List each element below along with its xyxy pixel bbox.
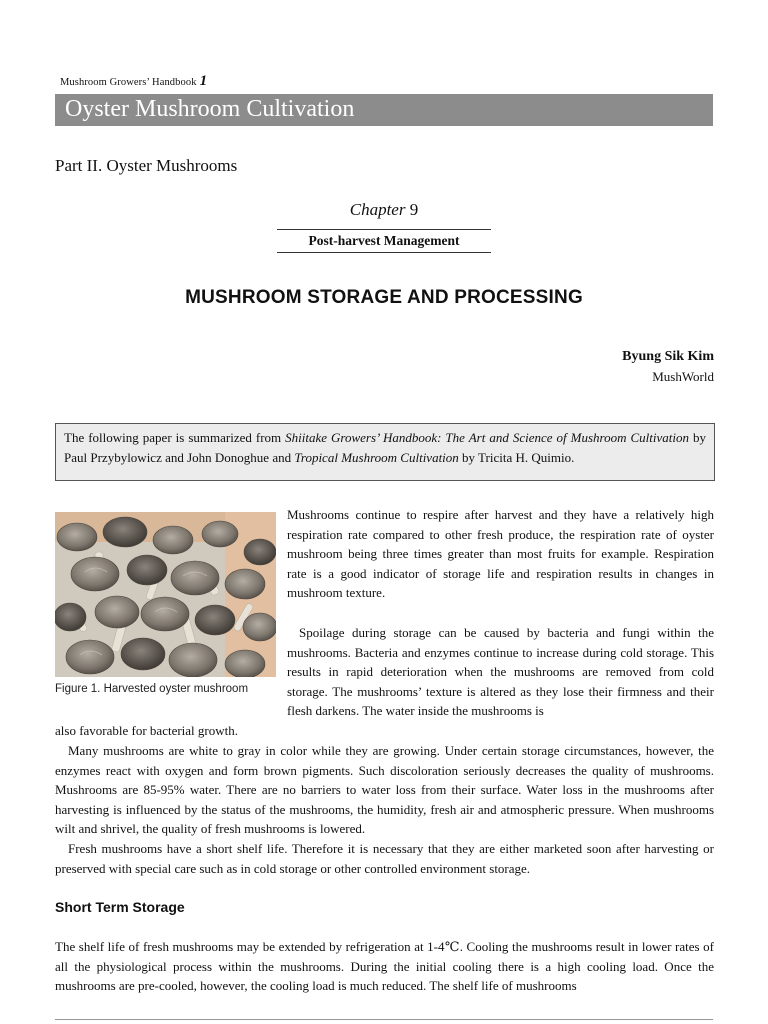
title-banner bbox=[55, 94, 713, 126]
paragraph-discoloration: Many mushrooms are white to gray in color while they are growing. Under certain storage circumstances, however, the enzymes react with oxygen and form brown pigments. Such discoloration seriously decreases the quality of mushrooms. Mushrooms are 85-95% water. There are no barriers to water loss from their surface. Water loss in the mushrooms after harvesting is influenced by the status of the mushrooms, the humidity, fresh air and atmospheric pressure. When mushrooms wilt and shrivel, the quality of fresh mushrooms is lowered. bbox=[55, 743, 714, 837]
author-name: Byung Sik Kim bbox=[622, 349, 714, 364]
paragraph-shelf-life: Fresh mushrooms have a short shelf life. Therefore it is necessary that they are either marketed soon after harvesting or preserved with special care such as in cold storage or other controlled environment storage. bbox=[55, 841, 714, 876]
section-heading-short-term-storage: Short Term Storage bbox=[55, 899, 185, 915]
chapter-subtitle: Post-harvest Management bbox=[308, 233, 460, 248]
summary-text-1: The following paper is summarized from bbox=[64, 430, 286, 445]
paragraph-spoilage-continued: also favorable for bacterial growth. bbox=[55, 723, 239, 738]
summary-text-3: by Tricita H. Quimio. bbox=[458, 449, 575, 465]
summary-book-1: Shiitake Growers’ Handbook: The Art and Science of Mushroom Cultivation bbox=[285, 430, 689, 445]
mushroom-photo bbox=[55, 512, 276, 677]
paragraph-refrigeration: The shelf life of fresh mushrooms may be extended by refrigeration at 1-4℃. Cooling the mushrooms result in lower rates of all the physiological process within the mushrooms. During the initial cooling there is a high cooling load. Once the mushrooms are pre-cooled, however, the cooling load is much reduced. The shelf life of mushrooms bbox=[55, 939, 714, 994]
handbook-number: 1 bbox=[199, 73, 208, 89]
chapter-rule-bottom bbox=[277, 252, 491, 253]
paragraph-respiration: Mushrooms continue to respire after harvest and they have a relatively high respiration rate compared to other fresh produce, the respiration rate of oyster mushroom being three times greater than most fruits for example. Respiration rate is a good indicator of storage life and respiration results in changes in mushroom texture. bbox=[287, 507, 714, 601]
chapter-rule-top bbox=[277, 229, 491, 230]
chapter-word: Chapter bbox=[349, 200, 406, 219]
handbook-name: Mushroom Growers’ Handbook bbox=[60, 77, 197, 88]
paragraph-spoilage: Spoilage during storage can be caused by bacteria and fungi within the mushrooms. Bacteria and enzymes continue to increase during cold storage. This results in rapid deterioration when the mushrooms are removed from cold storage. The mushrooms’ texture is altered as they lose their firmness and their flesh darkens. The water inside the mushrooms is bbox=[287, 625, 714, 719]
part-title: Part II. Oyster Mushrooms bbox=[55, 156, 238, 175]
article-title: MUSHROOM STORAGE AND PROCESSING bbox=[185, 287, 583, 308]
figure-caption: Figure 1. Harvested oyster mushroom bbox=[55, 683, 249, 695]
footer-rule bbox=[55, 1019, 713, 1020]
summary-book-2: Tropical Mushroom Cultivation bbox=[294, 449, 459, 465]
banner-title: Oyster Mushroom Cultivation bbox=[65, 96, 355, 122]
running-header bbox=[60, 73, 207, 90]
chapter-label bbox=[277, 200, 491, 220]
chapter-number: 9 bbox=[409, 200, 419, 219]
author-affiliation: MushWorld bbox=[652, 369, 714, 384]
summary-text-2: by Paul Przybylowicz and John Donoghue and bbox=[64, 430, 707, 465]
summary-box bbox=[55, 423, 715, 481]
